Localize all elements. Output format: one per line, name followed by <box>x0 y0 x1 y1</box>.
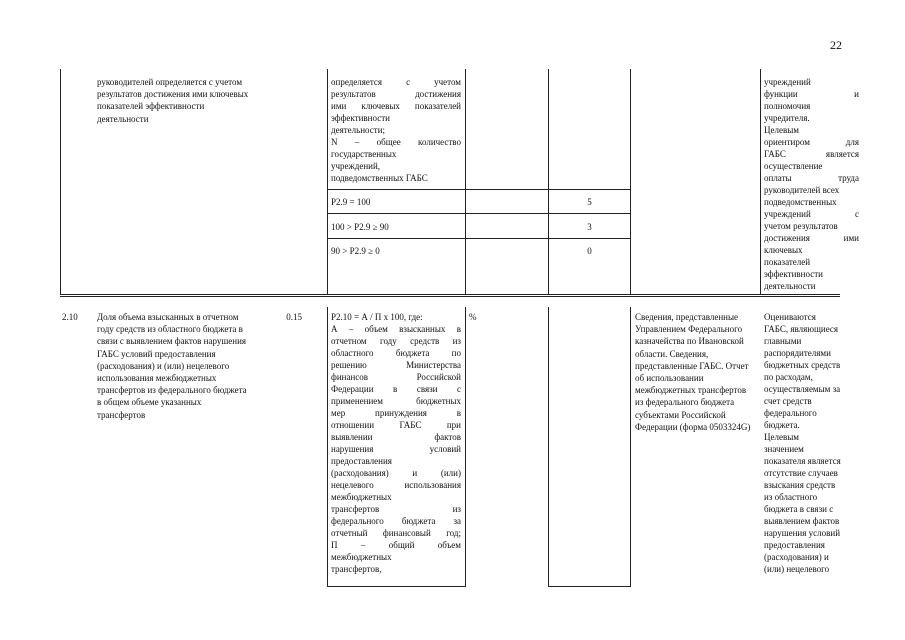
formula-line: предоставления <box>331 456 392 466</box>
comment-line: показателей <box>764 257 811 267</box>
formula-line: трансфертов, <box>331 564 382 574</box>
indicator-name-prev: руководителей определяется с учетом результатов достижения ими ключевых показателей эффективности деятельности <box>97 77 249 124</box>
scale-score: 5 <box>587 197 592 207</box>
comment-line: ГАБС, являющиеся <box>764 324 839 334</box>
data-source: Сведения, представленные Управлением Федерального казначейства по Ивановской области. Сведения, представленные ГАБС. Отчет об использовании межбюджетных трансфертов из федерального бюджета субъектами Российской Федерации (форма 0503324G) <box>635 312 751 432</box>
formula-line: эффективности <box>331 113 390 123</box>
formula-line: мер принуждения в <box>331 408 461 418</box>
comment-line: по расходам, <box>764 372 813 382</box>
comment-line: Целевым <box>764 125 799 135</box>
formula-line: Р2.10 = А / П х 100, где: <box>331 312 423 322</box>
comment-line: функции и <box>764 89 859 99</box>
formula-line: государственных <box>331 149 397 159</box>
comment-line: счет средств <box>764 396 812 406</box>
scale-condition: 100 > Р2.9 ≥ 90 <box>331 222 389 232</box>
formula-line: учреждений, <box>331 161 381 171</box>
formula-line: трансфертов из <box>331 504 461 514</box>
comment-line: отсутствие случаев <box>764 468 838 478</box>
comment-line: осуществляемым за <box>764 384 841 394</box>
formula-line: N – общее количество <box>331 137 461 147</box>
comment-line: бюджетных средств <box>764 360 841 370</box>
formula-line: деятельности; <box>331 125 386 135</box>
formula-line: определяется с учетом <box>331 77 461 87</box>
formula-line: результатов достижения <box>331 89 461 99</box>
comment-line: нарушения условий <box>764 528 841 538</box>
comment-line: Целевым <box>764 432 799 442</box>
formula-line: решению Министерства <box>331 360 461 370</box>
formula-line: финансов Российской <box>331 372 461 382</box>
comment-line: руководителей всех <box>764 185 840 195</box>
comment-line: показателя является <box>764 456 841 466</box>
formula-line: (расходования) и (или) <box>331 468 461 478</box>
scale-score: 3 <box>587 222 592 232</box>
comment-line: осуществление <box>764 161 823 171</box>
comment-line: учреждений с <box>764 209 859 219</box>
comment-line: (или) нецелевого <box>764 564 830 574</box>
comment-line: учетом результатов <box>764 221 838 231</box>
formula-line: А – объем взысканных в <box>331 324 461 334</box>
comment-line: подведомственных <box>764 197 837 207</box>
formula-line: областного бюджета по <box>331 348 461 358</box>
comment-line: распорядителями <box>764 348 831 358</box>
comment-line: бюджета. <box>764 420 800 430</box>
comment-line: достижения ими <box>764 233 859 243</box>
comment-line: Оцениваются <box>764 312 816 322</box>
scale-condition: Р2.9 = 100 <box>331 197 371 207</box>
comment-line: предоставления <box>764 540 825 550</box>
formula-line: П – общий объем <box>331 540 461 550</box>
comment-line: ключевых <box>764 245 803 255</box>
comment-line: учредителя. <box>764 113 810 123</box>
comment-line: главными <box>764 336 802 346</box>
indicator-name: Доля объема взысканных в отчетном году средств из областного бюджета в связи с выявлением фактов нарушения ГАБС условий предоставления (расходования) и (или) нецелевого использования межбюджетных трансфертов из федерального бюджета в общем объеме указанных трансфертов <box>97 312 247 420</box>
page-number: 22 <box>830 38 842 52</box>
row-number: 2.10 <box>62 312 78 322</box>
formula-line: межбюджетных <box>331 552 392 562</box>
formula-line: межбюджетных <box>331 492 392 502</box>
comment-line: эффективности <box>764 269 823 279</box>
formula-line: отчетном году средств из <box>331 336 461 346</box>
comment-line: из областного <box>764 492 818 502</box>
scale-score: 0 <box>587 246 592 256</box>
unit: % <box>469 312 477 322</box>
comment-line: учреждений <box>764 77 811 87</box>
formula-line: подведомственных ГАБС <box>331 173 428 183</box>
comment-line: бюджета в связи с <box>764 504 834 514</box>
indicator-weight: 0.15 <box>286 312 302 322</box>
formula-line: ими ключевых показателей <box>331 101 461 111</box>
comment-line: федерального <box>764 408 817 418</box>
comment-line: оплаты труда <box>764 173 859 183</box>
comment-line: ГАБС является <box>764 149 859 159</box>
comment-line: значением <box>764 444 804 454</box>
formula-line: федерального бюджета за <box>331 516 461 526</box>
comment-line: (расходования) и <box>764 552 829 562</box>
formula-line: отчетный финансовый год; <box>331 528 461 538</box>
comment-line: выявлением фактов <box>764 516 840 526</box>
formula-line: отношении ГАБС при <box>331 420 461 430</box>
comment-line: взыскания средств <box>764 480 836 490</box>
comment-line: деятельности <box>764 281 816 291</box>
formula-line: нарушения условий <box>331 444 461 454</box>
comment-line: полномочия <box>764 101 811 111</box>
scale-condition: 90 > Р2.9 ≥ 0 <box>331 246 380 256</box>
formula-line: применением бюджетных <box>331 396 461 406</box>
formula-line: выявлении фактов <box>331 432 461 442</box>
comment-line: ориентиром для <box>764 137 859 147</box>
formula-line: нецелевого использования <box>331 480 461 490</box>
formula-line: Федерации в связи с <box>331 384 461 394</box>
